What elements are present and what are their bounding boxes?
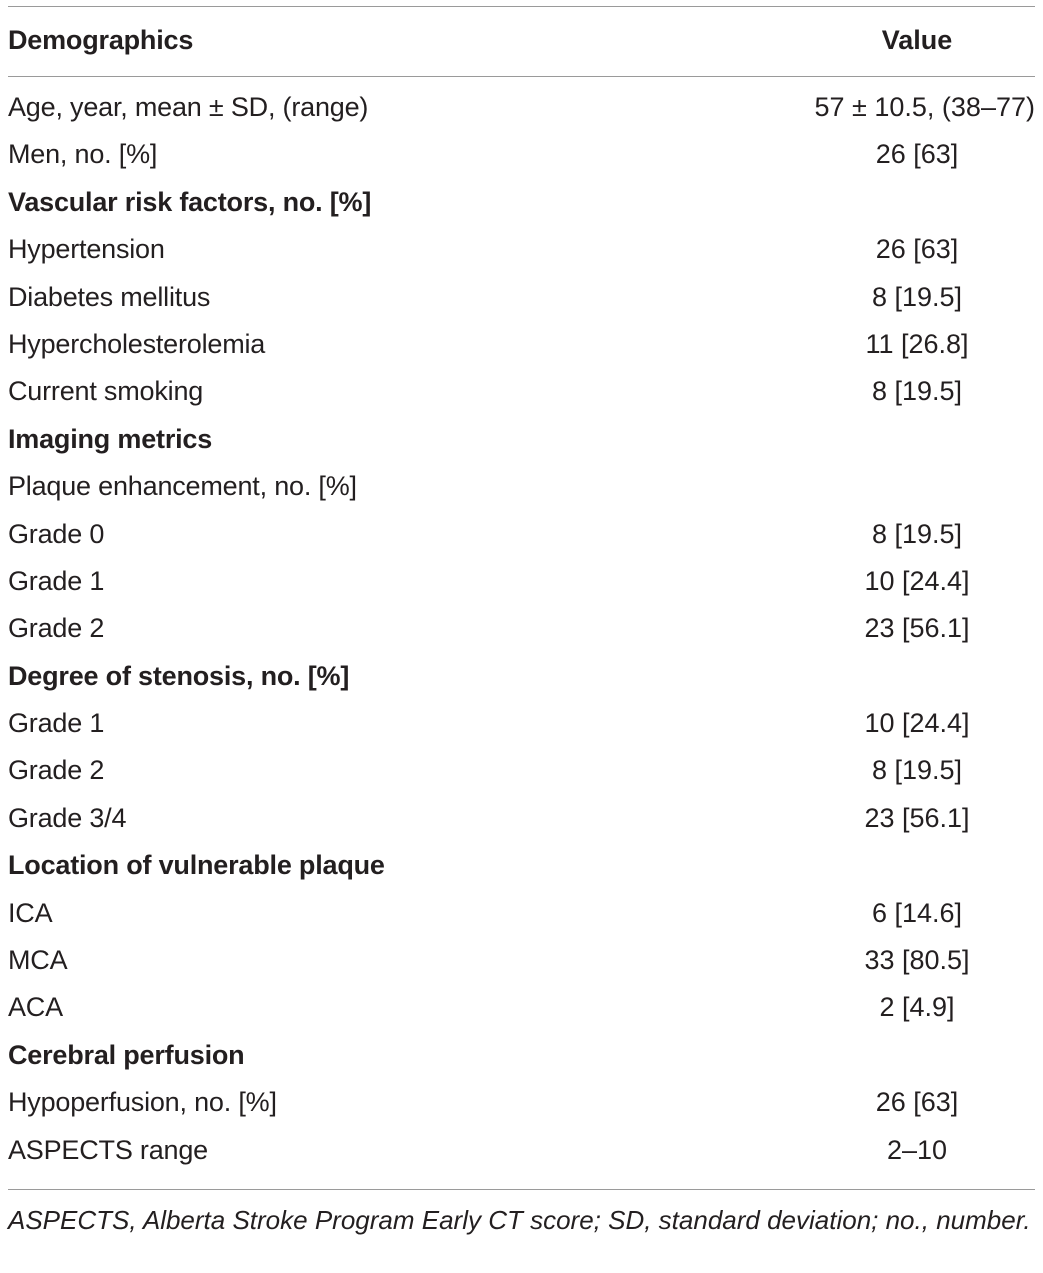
row-label: ICA (8, 897, 53, 928)
table-row (8, 563, 1035, 610)
row-value: 33 [80.5] (864, 945, 970, 976)
row-value: 26 [63] (875, 139, 959, 170)
row-label: Grade 3/4 (8, 802, 127, 833)
table-row (8, 516, 1035, 563)
row-value: 2 [4.9] (879, 992, 955, 1023)
table-row (8, 326, 1035, 373)
row-value: 26 [63] (875, 1087, 959, 1118)
row-value: 2–10 (886, 1134, 948, 1165)
section-header-row (8, 658, 1035, 705)
table-row (8, 610, 1035, 657)
table-row (8, 705, 1035, 752)
section-header-row (8, 1037, 1035, 1084)
row-label: Grade 1 (8, 708, 105, 739)
header-demographics: Demographics (8, 25, 194, 55)
row-label: Men, no. [%] (8, 139, 158, 170)
row-value: 23 [56.1] (864, 613, 970, 644)
row-label: Hypertension (8, 234, 165, 265)
header-value: Value (881, 25, 953, 55)
table-row (8, 231, 1035, 278)
row-value: 23 [56.1] (864, 802, 970, 833)
section-label: Degree of stenosis, no. [%] (8, 660, 350, 691)
row-value: 57 ± 10.5, (38–77) (814, 92, 1035, 122)
row-label: ASPECTS range (8, 1134, 208, 1165)
section-label: Vascular risk factors, no. [%] (8, 186, 372, 217)
section-label: Cerebral perfusion (8, 1039, 245, 1070)
table-row (8, 942, 1035, 989)
row-label: Grade 0 (8, 518, 105, 549)
table-row (8, 1132, 1035, 1179)
section-header-row (8, 184, 1035, 231)
row-value: 8 [19.5] (871, 755, 963, 786)
table-row (8, 136, 1035, 183)
row-value: 6 [14.6] (871, 897, 963, 928)
row-label: Grade 1 (8, 565, 105, 596)
row-label: Age, year, mean ± SD, (range) (8, 92, 369, 122)
row-value: 10 [24.4] (864, 708, 970, 739)
row-value: 11 [26.8] (865, 328, 969, 359)
row-label: Plaque enhancement, no. [%] (8, 471, 357, 502)
section-header-row (8, 847, 1035, 894)
table-row (8, 279, 1035, 326)
row-label: Diabetes mellitus (8, 281, 211, 312)
table-header-rule (8, 76, 1035, 77)
table-row (8, 895, 1035, 942)
row-value: 8 [19.5] (871, 518, 963, 549)
table-footnote: ASPECTS, Alberta Stroke Program Early CT score; SD, standard deviation; no., number. (8, 1205, 1031, 1235)
row-label: Hypoperfusion, no. [%] (8, 1087, 277, 1118)
row-value: 8 [19.5] (871, 376, 963, 407)
row-label: Grade 2 (8, 613, 105, 644)
row-value: 8 [19.5] (871, 281, 963, 312)
table-row (8, 373, 1035, 420)
table-row (8, 468, 1035, 515)
row-label: Grade 2 (8, 755, 105, 786)
table-header-row (8, 6, 1035, 76)
row-label: Hypercholesterolemia (8, 328, 266, 359)
table-bottom-rule (8, 1189, 1035, 1190)
section-label: Imaging metrics (8, 423, 213, 454)
row-value: 10 [24.4] (864, 565, 970, 596)
row-label: ACA (8, 992, 63, 1023)
table-row (8, 1084, 1035, 1131)
row-label: MCA (8, 945, 68, 976)
section-label: Location of vulnerable plaque (8, 850, 385, 881)
table-row (8, 989, 1035, 1036)
table-row (8, 752, 1035, 799)
row-label: Current smoking (8, 376, 204, 407)
row-value: 26 [63] (875, 234, 959, 265)
section-header-row (8, 421, 1035, 468)
table-row (8, 89, 1035, 136)
table-body (8, 89, 1035, 1179)
table-row (8, 800, 1035, 847)
